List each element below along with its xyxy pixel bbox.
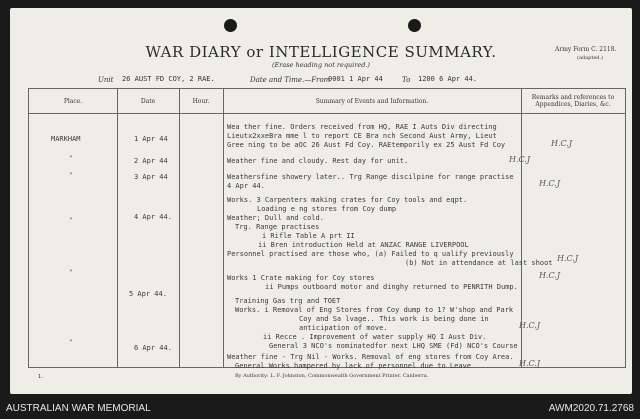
initials-signature: H.C.J — [551, 139, 573, 148]
date-cell: 5 Apr 44. — [129, 290, 167, 298]
date-cell: 4 Apr 44. — [134, 213, 172, 221]
summary-line: Weather; Dull and cold. — [227, 214, 324, 222]
header-divider — [29, 113, 625, 114]
summary-line: Lieutx2xxeBra mme l to report CE Bra nch Second Aust Army, Lieut — [227, 132, 497, 140]
printer-credit: By Authority: L. F. Johnston, Commonwealth Government Printer, Canberra. — [235, 373, 429, 379]
archive-caption-bar — [0, 400, 640, 419]
date-cell: 6 Apr 44. — [134, 344, 172, 352]
summary-line: anticipation of move. — [299, 324, 388, 332]
initials-signature: H.C.J — [557, 254, 579, 263]
summary-line: Works. i Removal of Eng Stores from Coy dump to 1? W'shop and Park — [235, 306, 514, 314]
form-mark: 1. — [38, 374, 45, 380]
date-label: Date and Time.—From — [250, 76, 331, 84]
column-divider — [223, 89, 224, 367]
summary-line: (b) Not in attendance at last shoot — [405, 259, 553, 267]
summary-line: Weather fine - Trg Nil - Works. Removal of eng stores from Coy Area. — [227, 353, 514, 361]
form-number — [555, 46, 616, 62]
unit-label: Unit — [98, 76, 114, 84]
initials-signature: H.C.J — [539, 271, 561, 280]
col-remarks: Remarks and references to Appendices, Diaries, &c. — [531, 94, 615, 108]
ditto-mark: " — [69, 269, 73, 276]
date-cell: 1 Apr 44 — [134, 135, 168, 143]
summary-line: ii Bren introduction Held at ANZAC RANGE LIVERPOOL — [258, 241, 469, 249]
punch-hole — [408, 19, 421, 32]
summary-line: Gree ning to be aOC 26 Aust Fd Coy. RAEtemporily ex 25 Aust Fd Coy — [227, 141, 506, 149]
summary-line: Weathersfine showery later.. Trg Range discilpine for range practise — [227, 173, 514, 181]
summary-line: Weather fine and cloudy. Rest day for unit. — [227, 157, 409, 165]
unit-value: 26 AUST FD COY, 2 RAE. — [122, 75, 215, 83]
initials-signature: H.C.J — [539, 179, 561, 188]
ditto-mark: " — [69, 155, 73, 162]
column-divider — [179, 89, 180, 367]
summary-line: i Rifle Table A prt II — [262, 232, 355, 240]
summary-line: Training Gas trg and TOET — [235, 297, 341, 305]
diary-page — [10, 8, 632, 394]
page-title: WAR DIARY or INTELLIGENCE SUMMARY. — [145, 43, 497, 61]
archive-reference: AWM2020.71.2768 — [548, 403, 634, 414]
col-place: Place. — [63, 98, 83, 105]
summary-line: Works 1 Crate making for Coy stores — [227, 274, 375, 282]
col-date: Date — [140, 98, 156, 105]
diary-table — [28, 88, 626, 368]
summary-line: Works. 3 Carpenters making crates for Coy tools and eqpt. — [227, 196, 468, 204]
summary-line: Wea ther fine. Orders received from HQ, RAE I Auts Div directing — [227, 123, 497, 131]
summary-line: ii Recce . Improvement of water supply HQ I Aust Div. — [263, 333, 487, 341]
summary-line: Coy and Sa lvage.. This work is being done in — [299, 315, 489, 323]
summary-line: Trg. Range practises — [235, 223, 320, 231]
initials-signature: H.C.J — [509, 155, 531, 164]
column-divider — [117, 89, 118, 367]
summary-line: Personnel practised are those who, (a) Failed to q ualify previously — [227, 250, 514, 258]
form-line: Army Form C. 2118. — [555, 46, 617, 53]
ditto-mark: " — [69, 339, 73, 346]
initials-signature: H.C.J — [519, 359, 541, 368]
ditto-mark: " — [69, 217, 73, 224]
summary-line: General 3 NCO's nominatedfor next LHQ SME (Fd) NCO's Course — [269, 342, 518, 350]
archive-name: AUSTRALIAN WAR MEMORIAL — [6, 403, 151, 414]
date-cell: 3 Apr 44 — [134, 173, 168, 181]
col-hour: Hour. — [192, 98, 210, 105]
place-cell: MARKHAM — [51, 135, 81, 143]
summary-line: 4 Apr 44. — [227, 182, 265, 190]
date-from: 0001 1 Apr 44 — [328, 75, 383, 83]
initials-signature: H.C.J — [519, 321, 541, 330]
page-subtitle: (Erase heading not required.) — [272, 61, 370, 69]
summary-line: General Works hampered by lack of personnel due to Leave — [235, 362, 472, 370]
to-label: To — [402, 76, 411, 84]
date-cell: 2 Apr 44 — [134, 157, 168, 165]
col-summary: Summary of Events and Information. — [315, 98, 429, 105]
form-adapted: (adapted.) — [577, 55, 604, 61]
summary-line: Loading e ng stores from Coy dump — [257, 205, 397, 213]
ditto-mark: " — [69, 172, 73, 179]
punch-hole — [224, 19, 237, 32]
date-to: 1200 6 Apr 44. — [418, 75, 478, 83]
summary-line: ii Pumps outboard motor and dinghy returned to PENRITH Dump. — [265, 283, 518, 291]
